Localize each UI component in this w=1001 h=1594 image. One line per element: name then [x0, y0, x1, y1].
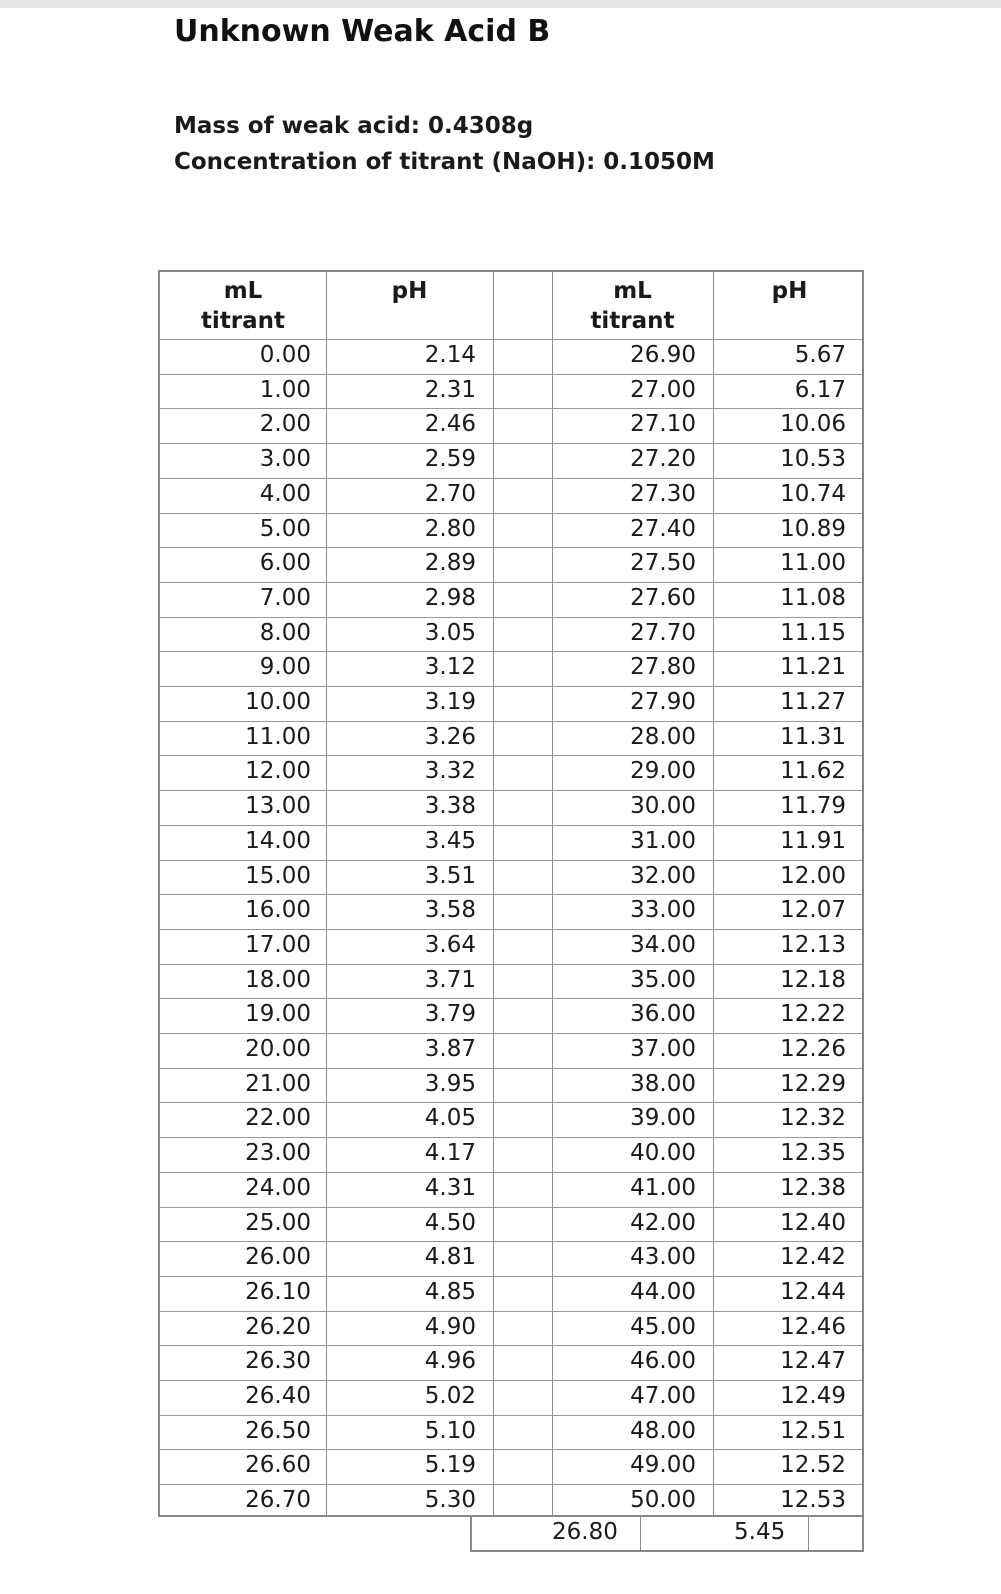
right-ph-value: 11.21 — [780, 654, 846, 681]
header-ph-text: pH — [771, 278, 808, 304]
header-ph-left — [326, 276, 493, 306]
right-ml-value: 26.90 — [630, 342, 696, 368]
header-titrant-text: titrant — [590, 308, 675, 334]
left-ph-value: 3.26 — [424, 723, 476, 750]
right-ml-value: 27.70 — [630, 619, 696, 646]
right-ml-value: 27.90 — [630, 689, 696, 715]
right-ml-value: 35.00 — [630, 966, 696, 993]
header-titrant-text: titrant — [200, 308, 286, 334]
right-ml-value: 38.00 — [630, 1070, 696, 1097]
right-ml-value: 40.00 — [630, 1140, 696, 1167]
right-ml-value: 45.00 — [630, 1313, 696, 1340]
left-ph-value: 3.05 — [424, 619, 476, 646]
left-ph-value: 3.64 — [424, 931, 476, 958]
left-ml-value: 22.00 — [245, 1105, 311, 1132]
right-ph-value: 12.49 — [780, 1383, 846, 1409]
right-ml-value: 42.00 — [630, 1209, 696, 1236]
right-ml-value: 31.00 — [630, 827, 696, 854]
right-ml-value: 48.00 — [630, 1417, 696, 1444]
left-ml-value: 17.00 — [245, 931, 311, 958]
left-ph-value: 4.96 — [424, 1348, 476, 1375]
left-ph-value: 2.70 — [424, 480, 476, 507]
left-ml-value: 12.00 — [245, 758, 311, 785]
left-ml-value: 25.00 — [245, 1209, 311, 1236]
left-ml-value: 18.00 — [245, 966, 311, 993]
left-ph-value: 3.45 — [424, 827, 476, 854]
right-ph-value: 10.53 — [780, 446, 846, 473]
left-ml-value: 26.70 — [245, 1487, 311, 1514]
header-ml-text: mL — [613, 278, 652, 304]
left-ml-value: 26.50 — [245, 1417, 311, 1444]
left-ph-value: 4.90 — [424, 1313, 476, 1340]
left-ph-value: 3.95 — [424, 1070, 476, 1097]
header-ph-text: pH — [391, 278, 428, 304]
left-ml-value: 3.00 — [259, 446, 311, 473]
right-ph-value: 11.31 — [780, 723, 846, 750]
header-ml-text: mL — [223, 278, 263, 304]
left-ml-value: 9.00 — [259, 654, 311, 681]
left-ml-value: 26.40 — [245, 1383, 311, 1409]
extra-ml-value: 26.80 — [552, 1519, 618, 1545]
right-ml-value: 28.00 — [630, 723, 696, 750]
titrant-concentration: Concentration of titrant (NaOH): 0.1050M — [174, 149, 715, 175]
right-ph-value: 12.35 — [780, 1140, 846, 1167]
right-ml-value: 46.00 — [630, 1348, 696, 1375]
right-ml-value: 33.00 — [630, 897, 696, 924]
left-ml-value: 10.00 — [245, 689, 311, 715]
right-ml-value: 47.00 — [630, 1383, 696, 1409]
right-ph-value: 10.74 — [780, 480, 846, 507]
header-ml-titrant-left — [160, 276, 326, 336]
right-ml-value: 36.00 — [630, 1001, 696, 1028]
left-ml-value: 14.00 — [245, 827, 311, 854]
left-ml-value: 4.00 — [259, 480, 311, 507]
left-ph-value: 3.87 — [424, 1036, 476, 1062]
left-ph-value: 3.79 — [424, 1001, 476, 1028]
left-ml-value: 7.00 — [259, 584, 311, 611]
left-ml-value: 21.00 — [245, 1070, 311, 1097]
right-ml-value: 27.80 — [630, 654, 696, 681]
right-ml-value: 39.00 — [630, 1105, 696, 1132]
right-ph-value: 5.67 — [794, 342, 846, 368]
left-ml-value: 8.00 — [259, 619, 311, 646]
right-ml-value: 27.20 — [630, 446, 696, 473]
left-ph-value: 3.19 — [424, 689, 476, 715]
right-ph-value: 12.07 — [780, 897, 846, 924]
right-ph-value: 12.13 — [780, 931, 846, 958]
right-ph-value: 11.00 — [780, 550, 846, 577]
right-ml-value: 34.00 — [630, 931, 696, 958]
header-ph-right — [713, 276, 866, 306]
right-ph-value: 11.27 — [780, 689, 846, 715]
left-ph-value: 5.19 — [424, 1452, 476, 1479]
extra-ph-value: 5.45 — [734, 1519, 786, 1545]
right-ml-value: 29.00 — [630, 758, 696, 785]
column-divider — [640, 1515, 641, 1550]
top-edge-bar — [0, 0, 1001, 8]
left-ml-value: 1.00 — [259, 376, 311, 403]
right-ml-value: 27.40 — [630, 515, 696, 542]
left-ml-value: 26.60 — [245, 1452, 311, 1479]
right-ph-value: 10.06 — [780, 411, 846, 438]
left-ph-value: 3.12 — [424, 654, 476, 681]
left-ph-value: 2.59 — [424, 446, 476, 473]
left-ph-value: 4.31 — [424, 1174, 476, 1201]
right-ph-value: 6.17 — [794, 376, 846, 403]
left-ml-value: 24.00 — [245, 1174, 311, 1201]
left-ml-value: 26.20 — [245, 1313, 311, 1340]
right-ph-value: 12.42 — [780, 1244, 846, 1271]
left-ph-value: 3.58 — [424, 897, 476, 924]
right-ml-value: 41.00 — [630, 1174, 696, 1201]
left-ml-value: 26.30 — [245, 1348, 311, 1375]
extra-data-row — [470, 1515, 864, 1552]
right-ph-value: 12.26 — [780, 1036, 846, 1062]
left-ph-value: 3.51 — [424, 862, 476, 889]
left-ph-value: 2.98 — [424, 584, 476, 611]
right-ph-value: 12.51 — [780, 1417, 846, 1444]
right-ph-value: 12.00 — [780, 862, 846, 889]
right-ml-value: 50.00 — [630, 1487, 696, 1514]
left-ph-value: 4.81 — [424, 1244, 476, 1271]
right-ml-value: 27.00 — [630, 376, 696, 403]
left-ph-value: 2.46 — [424, 411, 476, 438]
right-ph-value: 11.62 — [780, 758, 846, 785]
right-ph-value: 12.18 — [780, 966, 846, 993]
right-ph-value: 12.52 — [780, 1452, 846, 1479]
left-ml-value: 20.00 — [245, 1036, 311, 1062]
right-ml-value: 27.50 — [630, 550, 696, 577]
left-ml-value: 16.00 — [245, 897, 311, 924]
left-ph-value: 4.50 — [424, 1209, 476, 1236]
page-title: Unknown Weak Acid B — [174, 14, 551, 49]
left-ph-value: 5.30 — [424, 1487, 476, 1514]
left-ph-value: 3.71 — [424, 966, 476, 993]
mass-of-weak-acid: Mass of weak acid: 0.4308g — [174, 113, 534, 139]
right-ph-value: 11.08 — [780, 584, 846, 611]
left-ml-value: 0.00 — [259, 342, 311, 368]
left-ml-value: 11.00 — [245, 723, 311, 750]
right-ml-value: 43.00 — [630, 1244, 696, 1271]
left-ph-value: 4.05 — [424, 1105, 476, 1132]
right-ml-value: 30.00 — [630, 793, 696, 820]
right-ml-value: 37.00 — [630, 1036, 696, 1062]
right-ph-value: 11.79 — [780, 793, 846, 820]
right-ph-value: 12.29 — [780, 1070, 846, 1097]
right-ml-value: 27.60 — [630, 584, 696, 611]
right-ph-value: 11.15 — [780, 619, 846, 646]
left-ph-value: 2.89 — [424, 550, 476, 577]
right-ph-value: 12.53 — [780, 1487, 846, 1514]
header-ml-titrant-right — [552, 276, 713, 336]
left-ph-value: 2.80 — [424, 515, 476, 542]
right-ml-value: 27.30 — [630, 480, 696, 507]
left-ml-value: 26.00 — [245, 1244, 311, 1271]
left-ph-value: 3.32 — [424, 758, 476, 785]
left-ph-value: 5.10 — [424, 1417, 476, 1444]
left-ml-value: 23.00 — [245, 1140, 311, 1167]
right-ph-value: 12.44 — [780, 1278, 846, 1305]
right-ml-value: 49.00 — [630, 1452, 696, 1479]
left-ml-value: 26.10 — [245, 1278, 311, 1305]
right-ph-value: 12.40 — [780, 1209, 846, 1236]
left-ph-value: 4.85 — [424, 1278, 476, 1305]
left-ml-value: 15.00 — [245, 862, 311, 889]
left-ml-value: 2.00 — [259, 411, 311, 438]
right-ph-value: 10.89 — [780, 515, 846, 542]
right-ph-value: 11.91 — [780, 827, 846, 854]
left-ml-value: 6.00 — [259, 550, 311, 577]
left-ph-value: 3.38 — [424, 793, 476, 820]
left-ml-value: 19.00 — [245, 1001, 311, 1028]
left-ml-value: 13.00 — [245, 793, 311, 820]
left-ph-value: 2.14 — [424, 342, 476, 368]
right-ml-value: 44.00 — [630, 1278, 696, 1305]
right-ph-value: 12.46 — [780, 1313, 846, 1340]
right-ph-value: 12.32 — [780, 1105, 846, 1132]
column-divider — [808, 1515, 809, 1550]
left-ph-value: 4.17 — [424, 1140, 476, 1167]
titration-data-table — [158, 270, 864, 1517]
left-ph-value: 2.31 — [424, 376, 476, 403]
right-ml-value: 32.00 — [630, 862, 696, 889]
right-ph-value: 12.22 — [780, 1001, 846, 1028]
right-ph-value: 12.38 — [780, 1174, 846, 1201]
left-ml-value: 5.00 — [259, 515, 311, 542]
left-ph-value: 5.02 — [424, 1383, 476, 1409]
right-ml-value: 27.10 — [630, 411, 696, 438]
right-ph-value: 12.47 — [780, 1348, 846, 1375]
